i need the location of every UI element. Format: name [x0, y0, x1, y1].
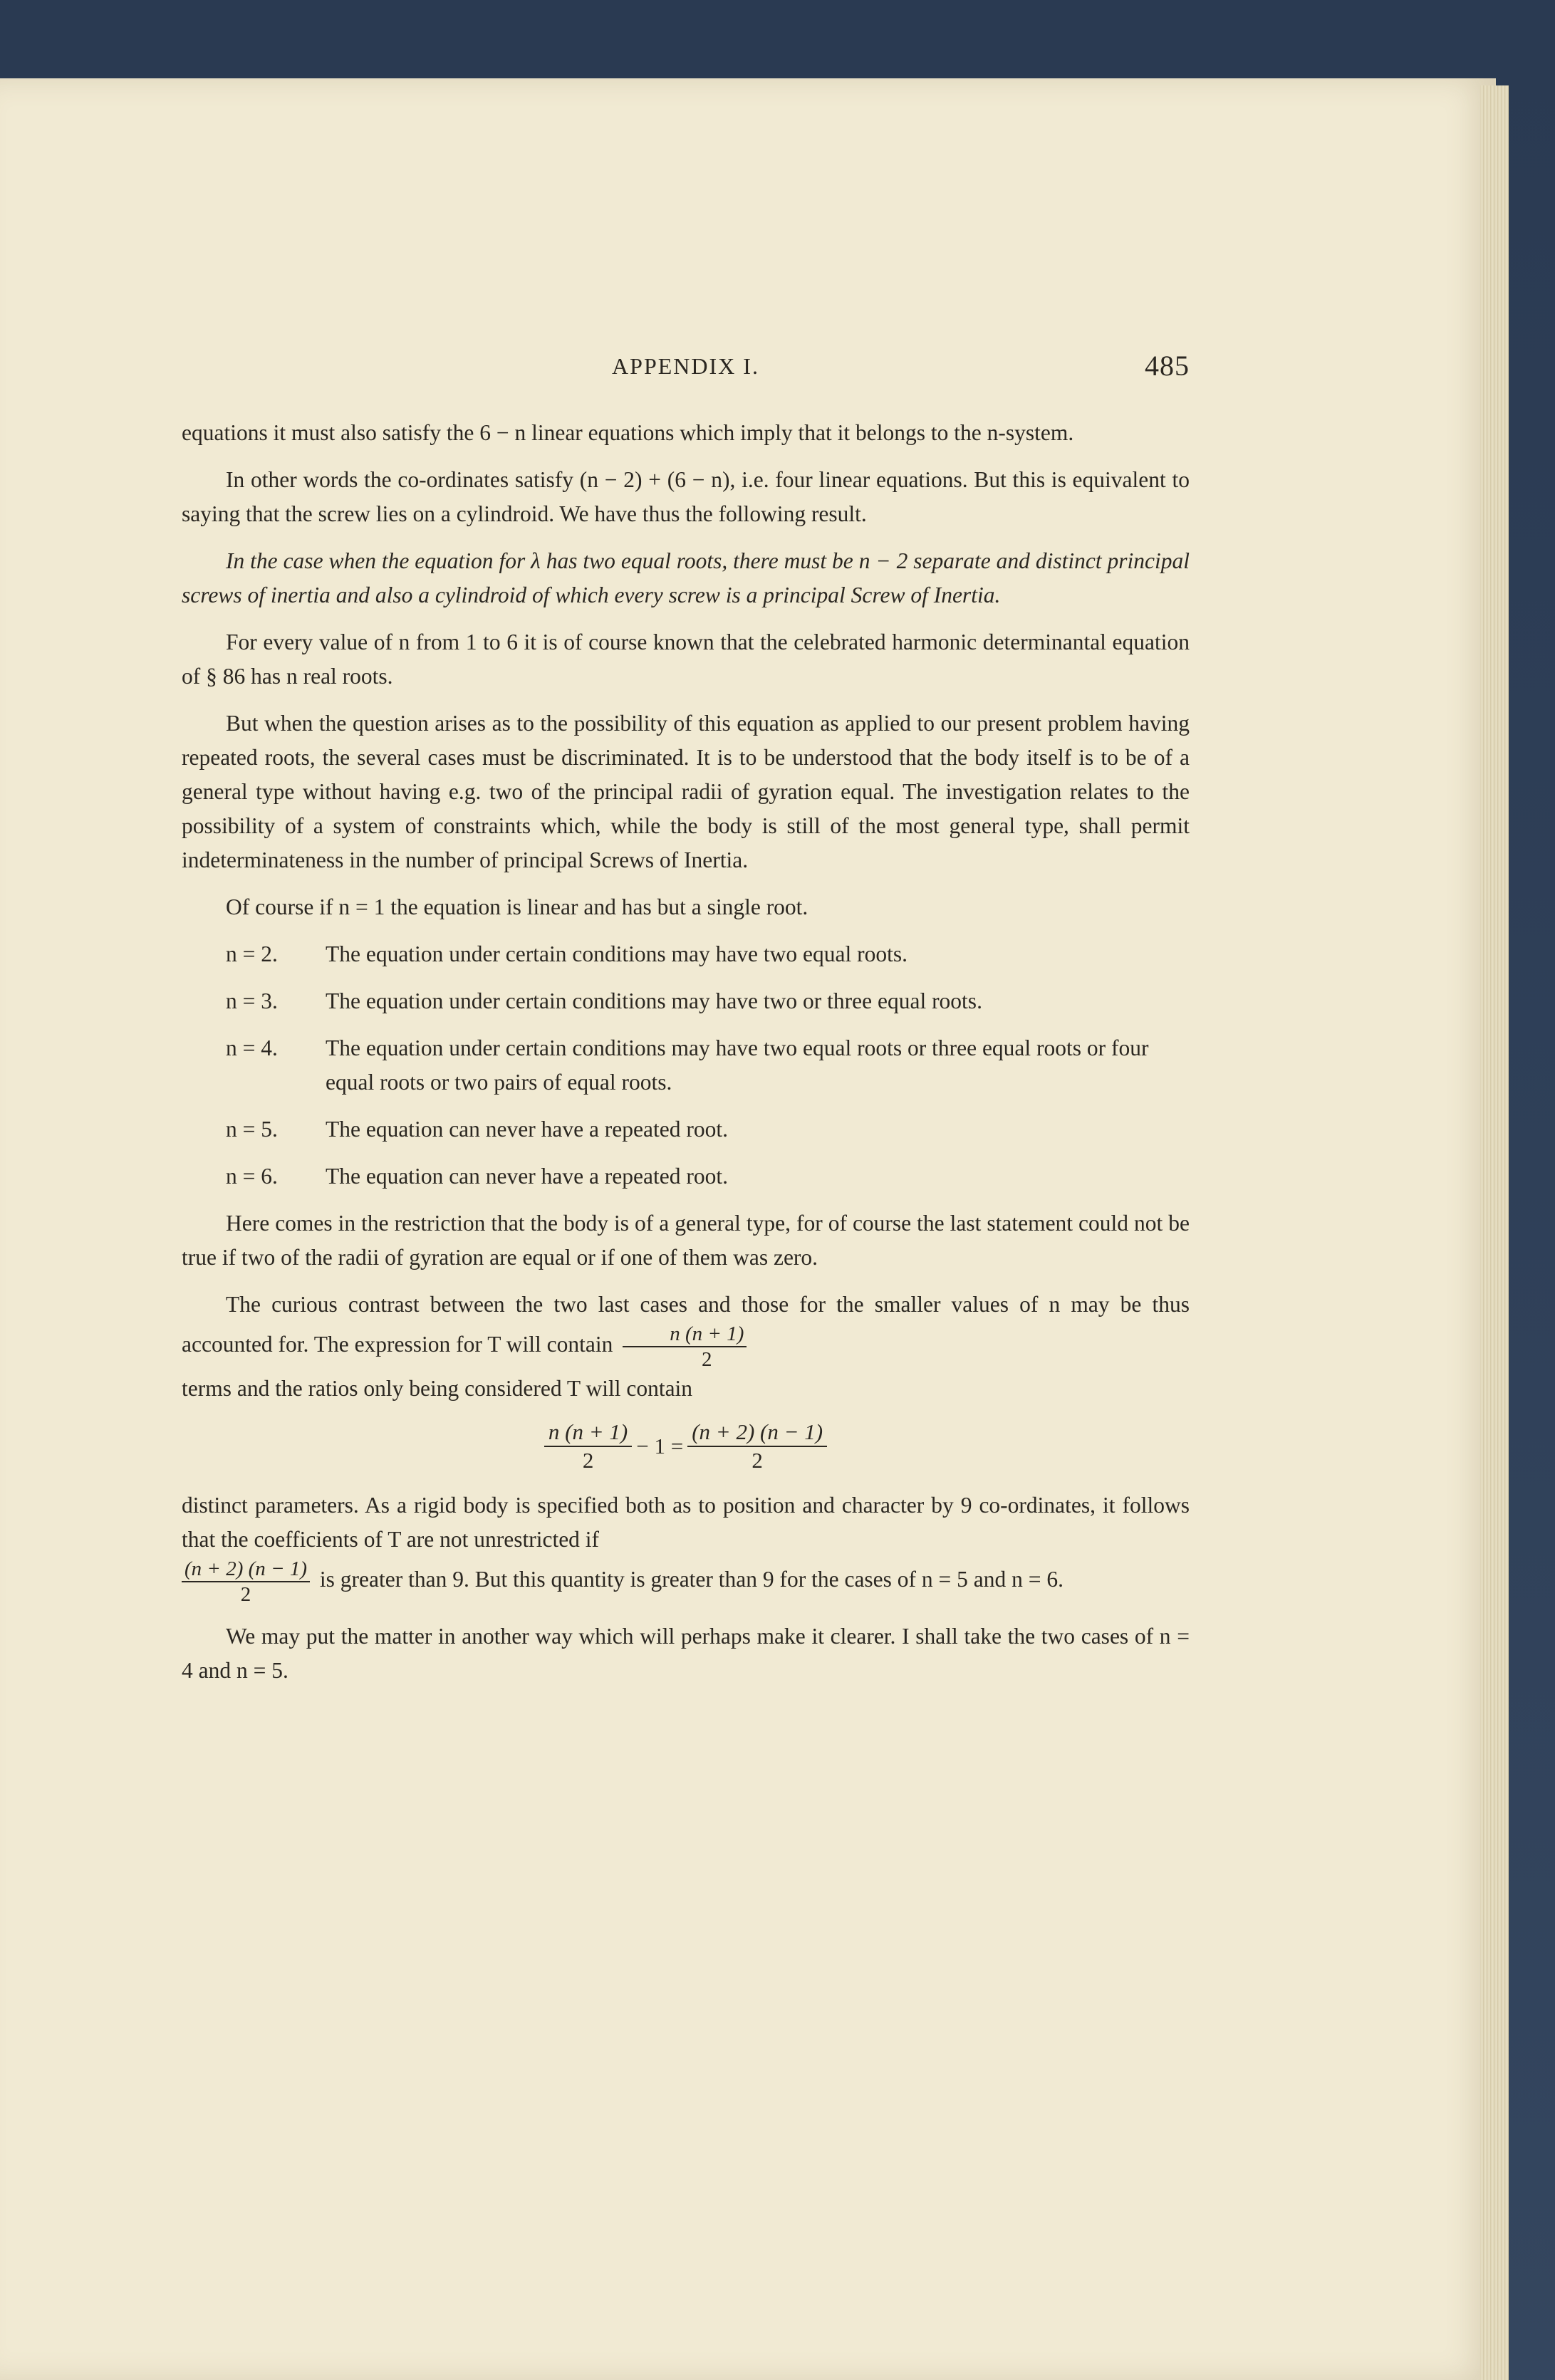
fraction-numerator: n (n + 1) [544, 1419, 632, 1447]
fraction-numerator: (n + 2) (n − 1) [182, 1557, 310, 1582]
paragraph-8-text: The curious contrast between the two last cases and those for the smaller values of n may be thus accounted for. The expression for T will contain [182, 1292, 1190, 1357]
paragraph-2: In other words the co-ordinates satisfy (n − 2) + (6 − n), i.e. four linear equations. But this is equivalent to saying that the screw lies on a cylindroid. We have thus the following result. [182, 467, 1190, 526]
case-label: n = 4. [226, 1035, 278, 1060]
page-edge [1480, 85, 1509, 2380]
equation-left-fraction [544, 1419, 632, 1474]
case-text: The equation can never have a repeated root. [326, 1117, 728, 1142]
paragraph-9-cont [182, 1557, 1190, 1607]
fraction-denominator: 2 [582, 1448, 594, 1473]
page-number: 485 [1145, 350, 1190, 382]
case-n5 [226, 1112, 1190, 1147]
equation-middle: − 1 = [636, 1434, 684, 1458]
fraction-denominator: 2 [702, 1348, 712, 1371]
theorem-statement: In the case when the equation for λ has two equal roots, there must be n − 2 separate and distinct principal screws of inertia and also a cylindroid of which every screw is a principal Screw of Inertia. [182, 548, 1190, 607]
paragraph-4: For every value of n from 1 to 6 it is of course known that the celebrated harmonic determinantal equation of § 86 has n real roots. [182, 630, 1190, 689]
case-n3 [226, 984, 1190, 1018]
case-label: n = 6. [226, 1164, 278, 1189]
fraction-numerator: n (n + 1) [623, 1322, 747, 1347]
paragraph-1: equations it must also satisfy the 6 − n linear equations which imply that it belongs to the n-system. [182, 420, 1074, 445]
running-head: APPENDIX I. [612, 353, 759, 379]
paragraph-9: distinct parameters. As a rigid body is specified both as to position and character by 9 co-ordinates, it follows that the coefficients of T are not unrestricted if [182, 1493, 1190, 1552]
paragraph-6: Of course if n = 1 the equation is linear and has but a single root. [226, 894, 808, 919]
paragraph-8-cont: terms and the ratios only being considered T will contain [182, 1376, 693, 1401]
paragraph-9-text: is greater than 9. But this quantity is greater than 9 for the cases of n = 5 and n = 6. [319, 1567, 1064, 1592]
page-header [182, 349, 1190, 392]
case-label: n = 3. [226, 988, 278, 1013]
paragraph-5: But when the question arises as to the possibility of this equation as applied to our present problem having repeated roots, the several cases must be discriminated. It is to be understood that the body itself is to be of a general type without having e.g. two of the principal radii of gyration equal. The investigation relates to the possibility of a system of constraints which, while the body is still of the most general type, shall permit indeterminateness in the number of principal Screws of Inertia. [182, 711, 1190, 872]
case-text: The equation under certain conditions may have two equal roots. [326, 941, 908, 966]
paragraph-7: Here comes in the restriction that the body is of a general type, for of course the last statement could not be true if two of the radii of gyration are equal or if one of them was zero. [182, 1211, 1190, 1270]
fraction-n-plus-2-n-minus-1-over-2 [182, 1557, 310, 1607]
case-text: The equation can never have a repeated root. [326, 1164, 728, 1189]
display-equation [182, 1419, 1190, 1474]
case-text: The equation under certain conditions may have two equal roots or three equal roots or four equal roots or two pairs of equal roots. [326, 1035, 1149, 1095]
equation-right-fraction [687, 1419, 827, 1474]
case-text: The equation under certain conditions may have two or three equal roots. [326, 988, 982, 1013]
fraction-n-n-plus-1-over-2 [623, 1322, 747, 1372]
case-label: n = 2. [226, 941, 278, 966]
case-n4 [226, 1031, 1190, 1100]
fraction-denominator: 2 [752, 1448, 763, 1473]
paragraph-10: We may put the matter in another way which will perhaps make it clearer. I shall take the two cases of n = 4 and n = 5. [182, 1624, 1190, 1683]
case-n2 [226, 937, 1190, 971]
case-label: n = 5. [226, 1117, 278, 1142]
page-text [182, 349, 1190, 1701]
case-n6 [226, 1159, 1190, 1194]
fraction-denominator: 2 [240, 1583, 251, 1606]
fraction-numerator: (n + 2) (n − 1) [687, 1419, 827, 1447]
paragraph-8 [182, 1288, 1190, 1372]
